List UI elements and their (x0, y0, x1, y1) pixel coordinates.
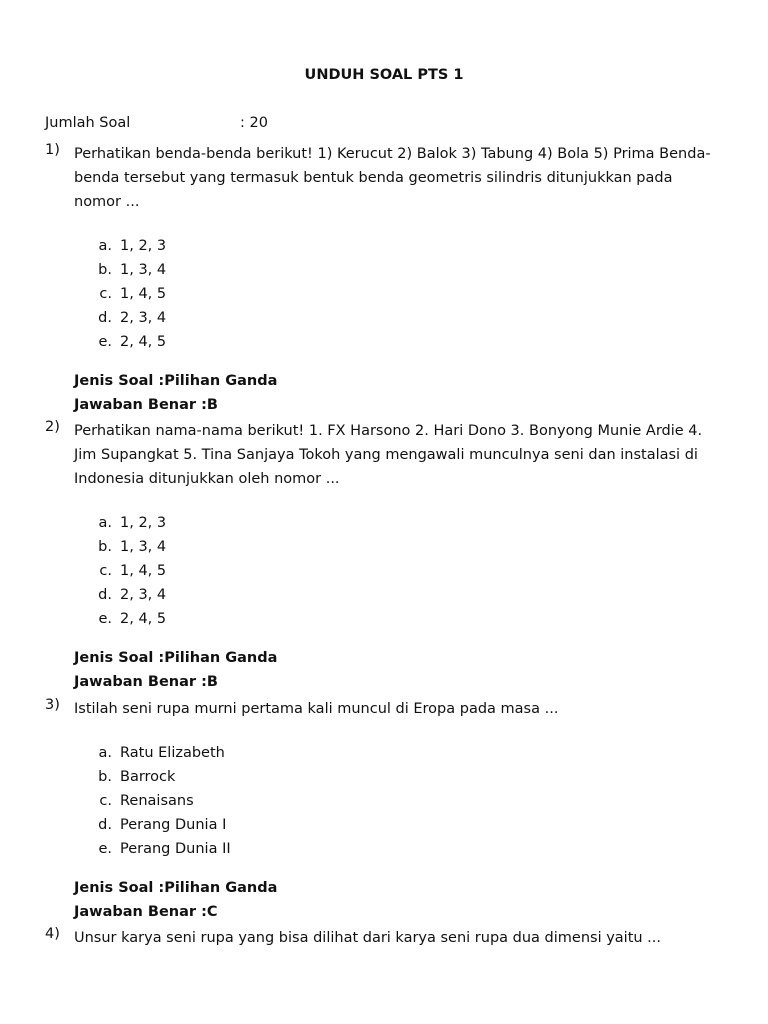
question-4 (45, 926, 725, 950)
option-letter: c. (99, 563, 112, 579)
option-text: 2, 3, 4 (120, 310, 167, 326)
question-type: Jenis Soal :Pilihan Ganda (74, 880, 278, 896)
question-number: 2) (45, 419, 60, 435)
question-meta (74, 369, 725, 417)
option-d (89, 306, 725, 330)
option-letter: b. (98, 769, 112, 785)
question-3 (45, 697, 725, 924)
option-letter: e. (98, 841, 112, 857)
question-number: 3) (45, 697, 60, 713)
option-text: 1, 4, 5 (120, 286, 167, 302)
question-count-value: : 20 (240, 115, 268, 131)
option-text: Renaisans (120, 793, 194, 809)
option-letter: d. (98, 310, 112, 326)
option-text: Perang Dunia I (120, 817, 227, 833)
option-letter: e. (98, 611, 112, 627)
option-text: 1, 3, 4 (120, 262, 167, 278)
question-1 (45, 142, 725, 417)
option-b (89, 535, 725, 559)
option-b (89, 258, 725, 282)
option-letter: d. (98, 817, 112, 833)
question-meta (74, 876, 725, 924)
question-2 (45, 419, 725, 694)
option-letter: a. (98, 238, 112, 254)
correct-answer: Jawaban Benar :C (74, 904, 218, 920)
question-number: 4) (45, 926, 60, 942)
option-text: 1, 3, 4 (120, 539, 167, 555)
page-title: UNDUH SOAL PTS 1 (304, 67, 464, 83)
option-list (89, 234, 725, 354)
option-text: Ratu Elizabeth (120, 745, 225, 761)
option-letter: a. (98, 515, 112, 531)
question-type: Jenis Soal :Pilihan Ganda (74, 373, 278, 389)
option-e (89, 607, 725, 631)
option-c (89, 559, 725, 583)
option-text: Barrock (120, 769, 176, 785)
question-count (45, 115, 268, 131)
option-list (89, 741, 725, 861)
option-c (89, 282, 725, 306)
question-text: Perhatikan benda-benda berikut! 1) Kerucut 2) Balok 3) Tabung 4) Bola 5) Prima Benda-benda tersebut yang termasuk bentuk benda geometris silindris ditunjukkan pada nomor ... (74, 146, 711, 210)
option-letter: b. (98, 262, 112, 278)
correct-answer: Jawaban Benar :B (74, 674, 218, 690)
option-text: 1, 4, 5 (120, 563, 167, 579)
option-text: 1, 2, 3 (120, 515, 167, 531)
question-type: Jenis Soal :Pilihan Ganda (74, 650, 278, 666)
option-letter: a. (98, 745, 112, 761)
option-letter: d. (98, 587, 112, 603)
option-d (89, 813, 725, 837)
option-a (89, 511, 725, 535)
option-a (89, 234, 725, 258)
question-count-label: Jumlah Soal (45, 115, 131, 131)
option-list (89, 511, 725, 631)
question-text: Unsur karya seni rupa yang bisa dilihat dari karya seni rupa dua dimensi yaitu ... (74, 930, 662, 946)
option-b (89, 765, 725, 789)
option-d (89, 583, 725, 607)
option-letter: b. (98, 539, 112, 555)
option-e (89, 330, 725, 354)
option-text: 1, 2, 3 (120, 238, 167, 254)
option-text: 2, 4, 5 (120, 611, 167, 627)
option-a (89, 741, 725, 765)
option-text: 2, 4, 5 (120, 334, 167, 350)
question-text: Istilah seni rupa murni pertama kali muncul di Eropa pada masa ... (74, 701, 559, 717)
question-number: 1) (45, 142, 60, 158)
option-text: 2, 3, 4 (120, 587, 167, 603)
correct-answer: Jawaban Benar :B (74, 397, 218, 413)
option-letter: c. (99, 286, 112, 302)
option-letter: c. (99, 793, 112, 809)
option-letter: e. (98, 334, 112, 350)
option-text: Perang Dunia II (120, 841, 231, 857)
question-text: Perhatikan nama-nama berikut! 1. FX Harsono 2. Hari Dono 3. Bonyong Munie Ardie 4. Jim Supangkat 5. Tina Sanjaya Tokoh yang mengawali munculnya seni dan instalasi di Indonesia ditunjukkan oleh nomor ... (74, 423, 703, 487)
option-c (89, 789, 725, 813)
question-meta (74, 646, 725, 694)
option-e (89, 837, 725, 861)
